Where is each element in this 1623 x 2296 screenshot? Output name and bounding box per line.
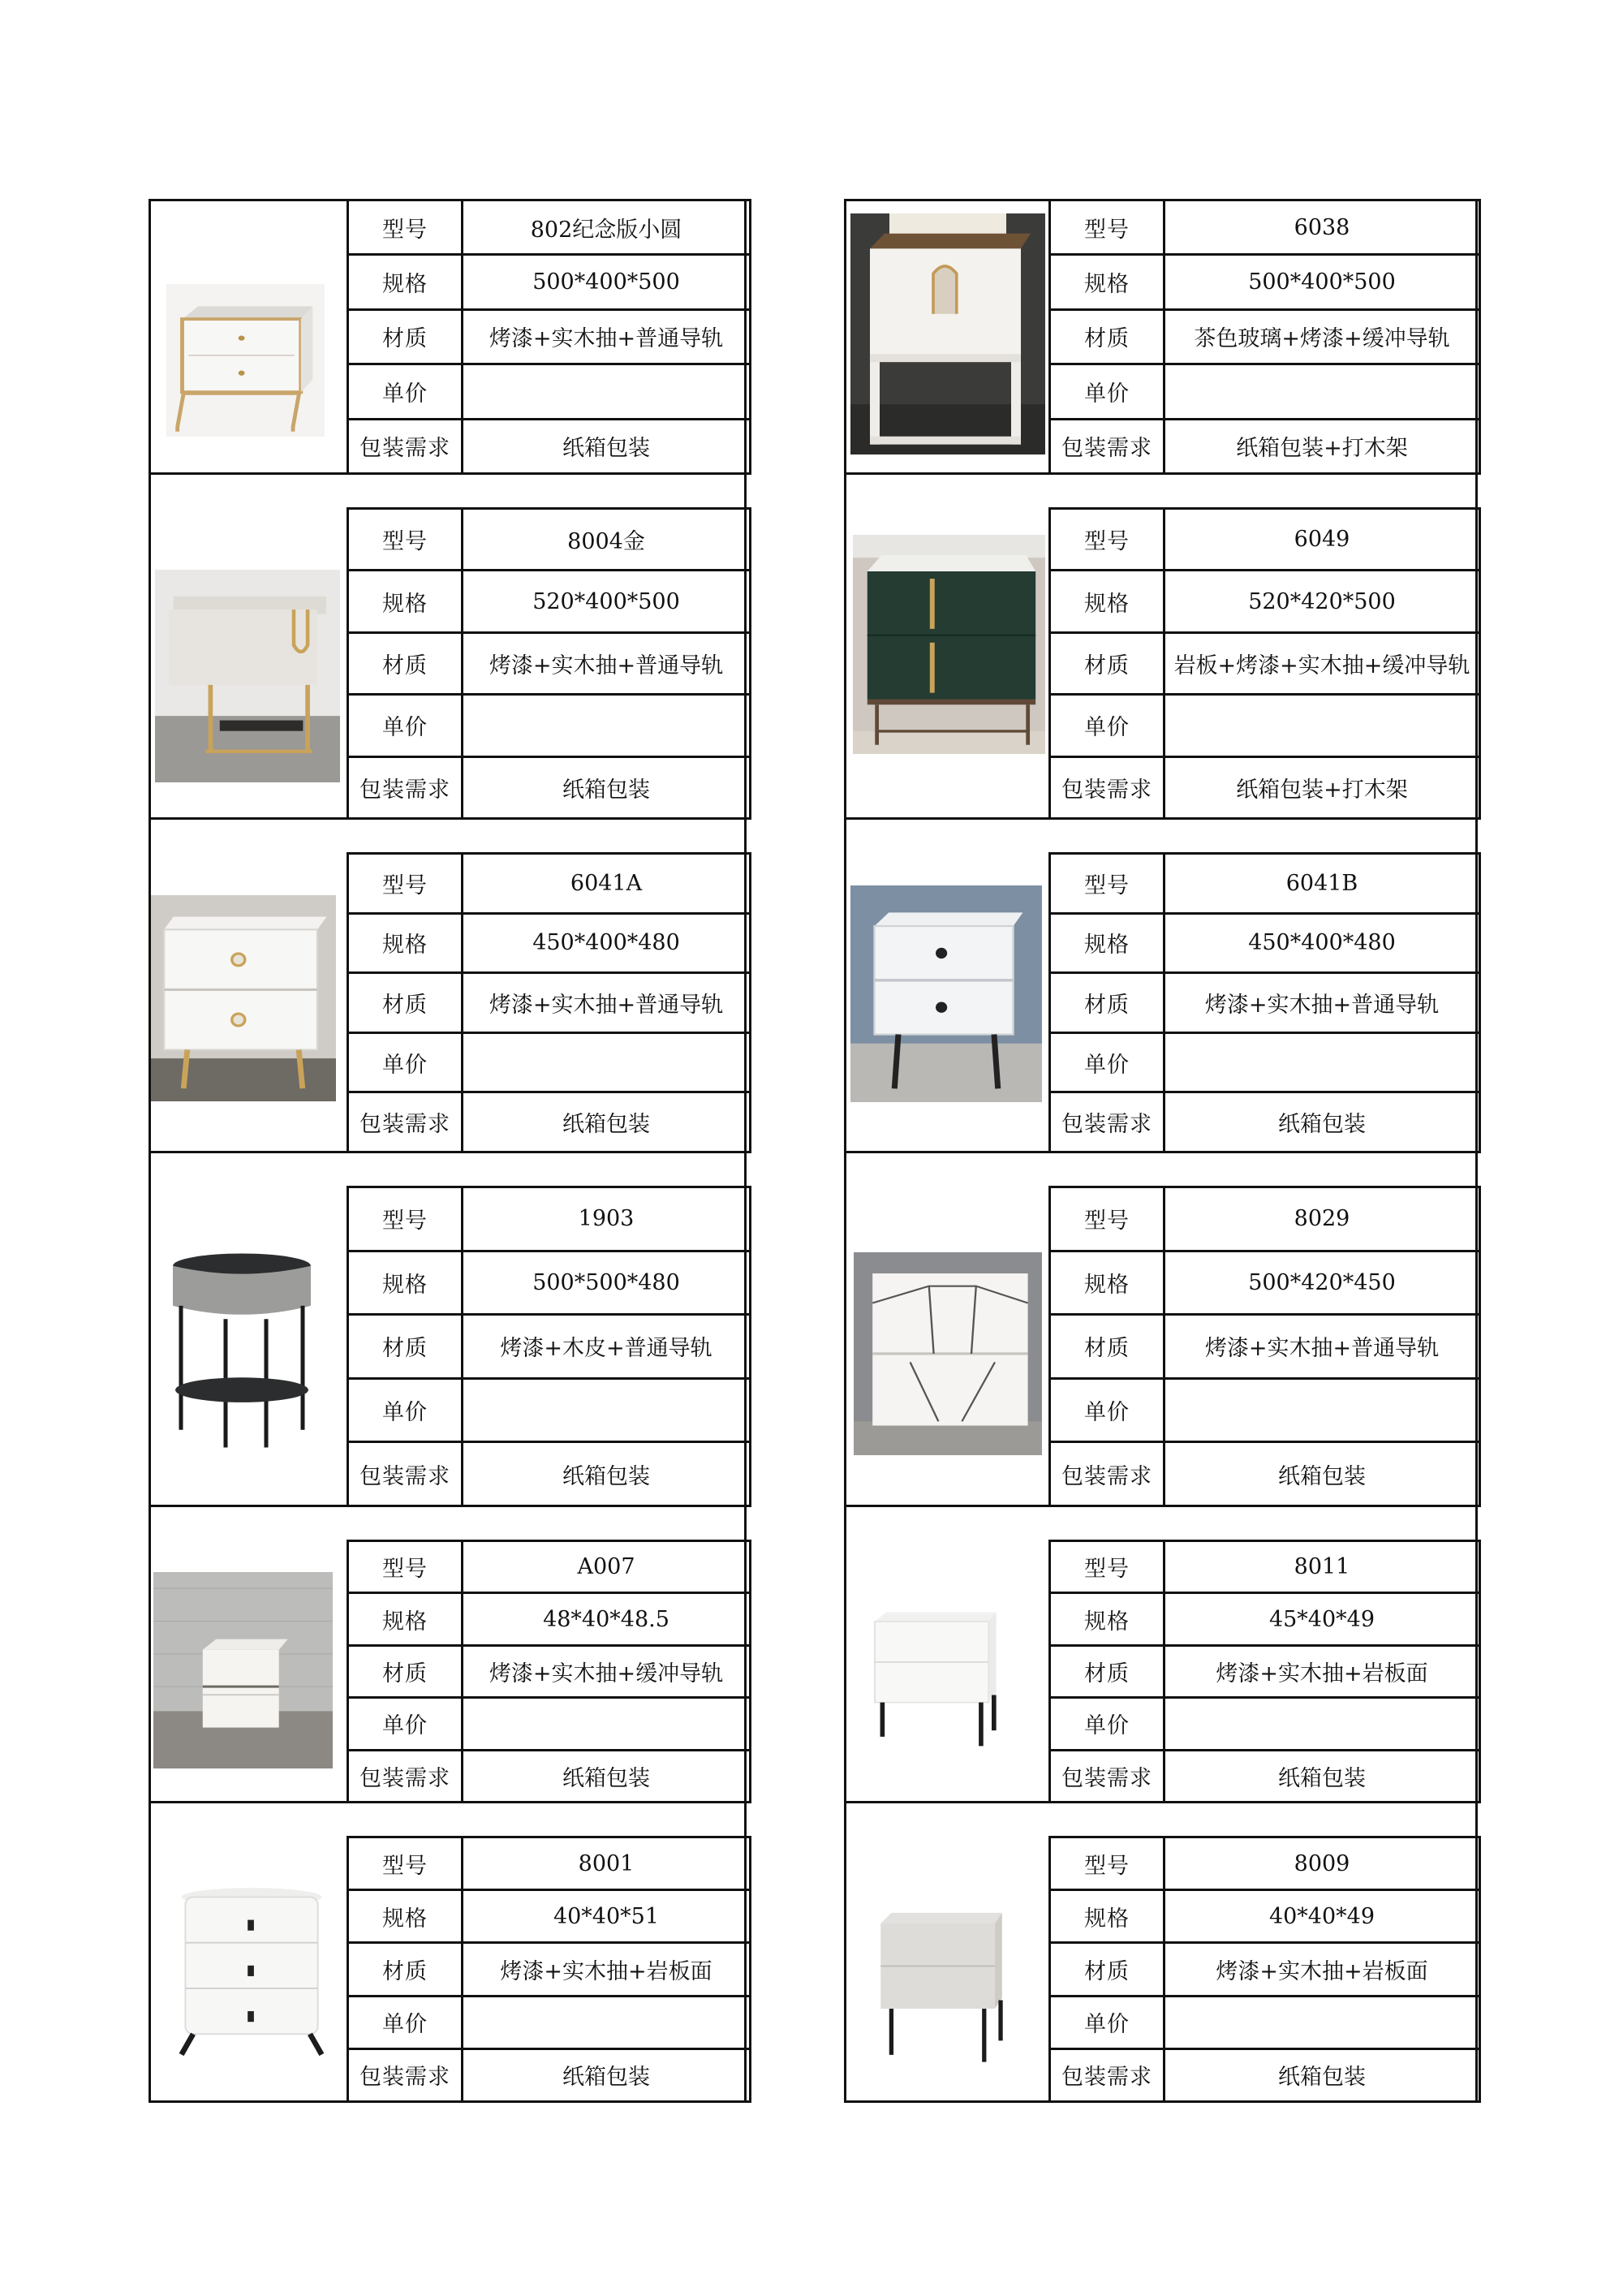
- small-white-nightstand-image: [153, 1572, 333, 1768]
- label-material: 材质: [1050, 309, 1165, 364]
- row-divider-left-3: [149, 1151, 744, 1153]
- row-divider-right-5: [844, 1801, 1475, 1803]
- spec-row-material: [1050, 632, 1480, 694]
- spec-row-packing: [1050, 756, 1480, 818]
- label-packing: 包装需求: [1050, 1750, 1165, 1802]
- value-model: 1903: [463, 1187, 751, 1251]
- left-border: [149, 199, 151, 2100]
- spec-row-size: [1050, 1251, 1480, 1315]
- spec-row-size: [348, 571, 751, 632]
- value-model: 8001: [463, 1837, 751, 1890]
- spec-row-model: [1050, 1837, 1480, 1890]
- row-divider-left-1: [149, 472, 744, 475]
- spec-row-price: [348, 695, 751, 756]
- top-border-left: [149, 199, 744, 201]
- spec-row-packing: [348, 2048, 751, 2101]
- label-material: 材质: [348, 1943, 463, 1996]
- spec-row-price: [348, 1032, 751, 1092]
- white-nightstand-gold-frame-image: [166, 284, 325, 437]
- spec-row-material: [1050, 973, 1480, 1033]
- value-packing: 纸箱包装: [463, 1442, 751, 1506]
- label-size: 规格: [1050, 255, 1165, 309]
- label-price: 单价: [348, 1378, 463, 1442]
- label-model: 型号: [1050, 1837, 1165, 1890]
- value-packing: 纸箱包装: [1165, 1092, 1480, 1152]
- value-material: 烤漆+实木抽+岩板面: [1165, 1943, 1480, 1996]
- value-material: 茶色玻璃+烤漆+缓冲导轨: [1165, 309, 1480, 364]
- value-model: 6041B: [1165, 854, 1480, 914]
- label-model: 型号: [1050, 509, 1165, 571]
- label-model: 型号: [1050, 1187, 1165, 1251]
- value-packing: 纸箱包装: [1165, 1442, 1480, 1506]
- spec-row-price: [348, 1698, 751, 1750]
- spec-row-material: [348, 309, 751, 364]
- label-model: 型号: [348, 854, 463, 914]
- spec-row-price: [1050, 1032, 1480, 1092]
- label-material: 材质: [348, 1645, 463, 1697]
- spec-row-size: [1050, 913, 1480, 973]
- round-grey-side-table-image: [161, 1239, 323, 1452]
- label-size: 规格: [348, 255, 463, 309]
- spec-row-size: [348, 1890, 751, 1943]
- label-model: 型号: [1050, 200, 1165, 255]
- white-nightstand-line-pattern-image: [854, 1252, 1042, 1455]
- value-model: 8029: [1165, 1187, 1480, 1251]
- spec-row-packing: [348, 1092, 751, 1152]
- label-material: 材质: [1050, 1315, 1165, 1379]
- spec-row-price: [348, 1378, 751, 1442]
- value-size: 40*40*51: [463, 1890, 751, 1943]
- value-size: 45*40*49: [1165, 1593, 1480, 1645]
- spec-row-material: [348, 1943, 751, 1996]
- value-packing: 纸箱包装+打木架: [1165, 419, 1480, 473]
- label-price: 单价: [348, 1698, 463, 1750]
- label-packing: 包装需求: [348, 1092, 463, 1152]
- spec-row-price: [348, 364, 751, 419]
- value-packing: 纸箱包装: [1165, 2048, 1480, 2101]
- spec-row-model: [1050, 1187, 1480, 1251]
- value-material: 烤漆+实木抽+普通导轨: [463, 973, 751, 1033]
- row-divider-left-4: [149, 1505, 744, 1507]
- spec-row-packing: [348, 1750, 751, 1802]
- label-packing: 包装需求: [348, 756, 463, 818]
- label-packing: 包装需求: [348, 1442, 463, 1506]
- spec-row-packing: [1050, 1442, 1480, 1506]
- spec-row-size: [1050, 1890, 1480, 1943]
- row-divider-right-4: [844, 1505, 1475, 1507]
- label-price: 单价: [348, 695, 463, 756]
- grey-nightstand-gold-legs-image: [155, 570, 340, 782]
- value-price: [463, 1698, 751, 1750]
- value-material: 烤漆+实木抽+普通导轨: [463, 632, 751, 694]
- label-size: 规格: [1050, 1251, 1165, 1315]
- white-nightstand-black-legs-image: [863, 1603, 1015, 1752]
- green-nightstand-gold-handle-image: [853, 535, 1045, 754]
- label-model: 型号: [348, 200, 463, 255]
- spec-row-size: [348, 913, 751, 973]
- spec-table-5: [347, 852, 751, 1153]
- spec-row-size: [1050, 255, 1480, 309]
- spec-row-model: [1050, 1541, 1480, 1593]
- spec-row-size: [1050, 1593, 1480, 1645]
- row-divider-right-2: [844, 817, 1475, 820]
- spec-row-material: [1050, 309, 1480, 364]
- spec-table-2: [1048, 199, 1481, 475]
- value-price: [463, 1032, 751, 1092]
- spec-row-material: [1050, 1943, 1480, 1996]
- value-size: 450*400*480: [463, 913, 751, 973]
- spec-row-size: [348, 255, 751, 309]
- value-size: 450*400*480: [1165, 913, 1480, 973]
- label-packing: 包装需求: [348, 419, 463, 473]
- value-price: [1165, 1996, 1480, 2048]
- spec-row-model: [348, 509, 751, 571]
- label-price: 单价: [348, 1996, 463, 2048]
- spec-table-4: [1048, 507, 1481, 820]
- right-border: [1475, 199, 1478, 2100]
- spec-row-size: [348, 1251, 751, 1315]
- value-material: 烤漆+实木抽+缓冲导轨: [463, 1645, 751, 1697]
- value-price: [463, 364, 751, 419]
- spec-table-9: [347, 1540, 751, 1803]
- row-divider-right-3: [844, 1151, 1475, 1153]
- value-material: 烤漆+实木抽+普通导轨: [1165, 973, 1480, 1033]
- bottom-border-right: [844, 2100, 1475, 2103]
- value-packing: 纸箱包装: [463, 2048, 751, 2101]
- value-model: 8011: [1165, 1541, 1480, 1593]
- spec-table-8: [1048, 1186, 1481, 1507]
- label-material: 材质: [348, 1315, 463, 1379]
- label-model: 型号: [348, 1187, 463, 1251]
- label-price: 单价: [1050, 1378, 1165, 1442]
- value-material: 烤漆+实木抽+岩板面: [1165, 1645, 1480, 1697]
- center-divider: [744, 199, 747, 2100]
- spec-row-packing: [1050, 1750, 1480, 1802]
- value-packing: 纸箱包装: [463, 419, 751, 473]
- value-size: 40*40*49: [1165, 1890, 1480, 1943]
- label-material: 材质: [1050, 1943, 1165, 1996]
- label-packing: 包装需求: [1050, 756, 1165, 818]
- label-size: 规格: [348, 571, 463, 632]
- value-material: 岩板+烤漆+实木抽+缓冲导轨: [1165, 632, 1480, 694]
- value-price: [463, 1996, 751, 2048]
- value-model: 8009: [1165, 1837, 1480, 1890]
- value-material: 烤漆+木皮+普通导轨: [463, 1315, 751, 1379]
- spec-row-model: [348, 200, 751, 255]
- spec-table-12: [1048, 1836, 1481, 2103]
- white-nightstand-glass-top-image: [850, 213, 1045, 454]
- spec-row-model: [348, 854, 751, 914]
- white-nightstand-black-knobs-image: [850, 885, 1042, 1102]
- spec-table-10: [1048, 1540, 1481, 1803]
- value-size: 500*500*480: [463, 1251, 751, 1315]
- value-price: [463, 1378, 751, 1442]
- spec-row-size: [1050, 571, 1480, 632]
- value-size: 500*400*500: [463, 255, 751, 309]
- label-size: 规格: [348, 913, 463, 973]
- label-price: 单价: [348, 1032, 463, 1092]
- value-model: 6041A: [463, 854, 751, 914]
- three-drawer-white-nightstand-image: [174, 1878, 329, 2061]
- label-packing: 包装需求: [1050, 1442, 1165, 1506]
- spec-table-6: [1048, 852, 1481, 1153]
- value-packing: 纸箱包装+打木架: [1165, 756, 1480, 818]
- spec-row-material: [1050, 1645, 1480, 1697]
- spec-row-model: [1050, 509, 1480, 571]
- label-model: 型号: [1050, 1541, 1165, 1593]
- spec-row-price: [348, 1996, 751, 2048]
- label-packing: 包装需求: [348, 2048, 463, 2101]
- label-material: 材质: [348, 309, 463, 364]
- spec-row-price: [1050, 1996, 1480, 2048]
- top-border-right: [844, 199, 1475, 201]
- label-price: 单价: [1050, 1032, 1165, 1092]
- spec-row-material: [348, 632, 751, 694]
- spec-row-material: [1050, 1315, 1480, 1379]
- label-size: 规格: [348, 1890, 463, 1943]
- spec-row-model: [348, 1541, 751, 1593]
- label-packing: 包装需求: [1050, 419, 1165, 473]
- spec-table-1: [347, 199, 751, 475]
- label-size: 规格: [1050, 571, 1165, 632]
- value-price: [463, 695, 751, 756]
- spec-row-material: [348, 1315, 751, 1379]
- label-model: 型号: [348, 1541, 463, 1593]
- value-price: [1165, 1378, 1480, 1442]
- row-divider-right-1: [844, 472, 1475, 475]
- value-packing: 纸箱包装: [463, 1750, 751, 1802]
- spec-row-packing: [1050, 1092, 1480, 1152]
- value-model: A007: [463, 1541, 751, 1593]
- spec-row-model: [348, 1187, 751, 1251]
- value-material: 烤漆+实木抽+普通导轨: [463, 309, 751, 364]
- spec-row-price: [1050, 695, 1480, 756]
- label-price: 单价: [1050, 1996, 1165, 2048]
- label-model: 型号: [348, 1837, 463, 1890]
- label-price: 单价: [1050, 364, 1165, 419]
- value-model: 8004金: [463, 509, 751, 571]
- value-packing: 纸箱包装: [463, 1092, 751, 1152]
- spec-table-11: [347, 1836, 751, 2103]
- value-packing: 纸箱包装: [1165, 1750, 1480, 1802]
- value-price: [1165, 695, 1480, 756]
- label-material: 材质: [1050, 632, 1165, 694]
- label-material: 材质: [1050, 973, 1165, 1033]
- value-size: 500*400*500: [1165, 255, 1480, 309]
- label-size: 规格: [1050, 1593, 1165, 1645]
- spec-row-packing: [348, 1442, 751, 1506]
- spec-table-3: [347, 507, 751, 820]
- value-model: 802纪念版小圆: [463, 200, 751, 255]
- label-packing: 包装需求: [1050, 1092, 1165, 1152]
- grey-two-drawer-nightstand-image: [870, 1895, 1013, 2066]
- label-size: 规格: [1050, 1890, 1165, 1943]
- label-price: 单价: [1050, 1698, 1165, 1750]
- spec-row-packing: [1050, 2048, 1480, 2101]
- white-nightstand-gold-knobs-image: [150, 895, 336, 1101]
- value-price: [1165, 1032, 1480, 1092]
- label-size: 规格: [348, 1593, 463, 1645]
- label-material: 材质: [348, 973, 463, 1033]
- spec-row-price: [1050, 364, 1480, 419]
- spec-row-model: [1050, 200, 1480, 255]
- value-packing: 纸箱包装: [463, 756, 751, 818]
- label-price: 单价: [1050, 695, 1165, 756]
- spec-row-packing: [348, 756, 751, 818]
- spec-row-material: [348, 1645, 751, 1697]
- value-price: [1165, 364, 1480, 419]
- spec-row-size: [348, 1593, 751, 1645]
- spec-row-price: [1050, 1378, 1480, 1442]
- row-divider-left-2: [149, 817, 744, 820]
- value-material: 烤漆+实木抽+普通导轨: [1165, 1315, 1480, 1379]
- label-packing: 包装需求: [348, 1750, 463, 1802]
- value-material: 烤漆+实木抽+岩板面: [463, 1943, 751, 1996]
- spec-row-packing: [1050, 419, 1480, 473]
- value-size: 500*420*450: [1165, 1251, 1480, 1315]
- value-price: [1165, 1698, 1480, 1750]
- value-model: 6038: [1165, 200, 1480, 255]
- spec-row-packing: [348, 419, 751, 473]
- value-model: 6049: [1165, 509, 1480, 571]
- bottom-border-left: [149, 2100, 744, 2103]
- label-material: 材质: [348, 632, 463, 694]
- value-size: 520*400*500: [463, 571, 751, 632]
- label-size: 规格: [1050, 913, 1165, 973]
- label-size: 规格: [348, 1251, 463, 1315]
- label-model: 型号: [1050, 854, 1165, 914]
- spec-row-price: [1050, 1698, 1480, 1750]
- spec-row-material: [348, 973, 751, 1033]
- row-divider-left-5: [149, 1801, 744, 1803]
- value-size: 520*420*500: [1165, 571, 1480, 632]
- spec-row-model: [1050, 854, 1480, 914]
- value-size: 48*40*48.5: [463, 1593, 751, 1645]
- label-model: 型号: [348, 509, 463, 571]
- label-material: 材质: [1050, 1645, 1165, 1697]
- spec-table-7: [347, 1186, 751, 1507]
- label-price: 单价: [348, 364, 463, 419]
- right-column-left-border: [844, 199, 846, 2100]
- spec-row-model: [348, 1837, 751, 1890]
- label-packing: 包装需求: [1050, 2048, 1165, 2101]
